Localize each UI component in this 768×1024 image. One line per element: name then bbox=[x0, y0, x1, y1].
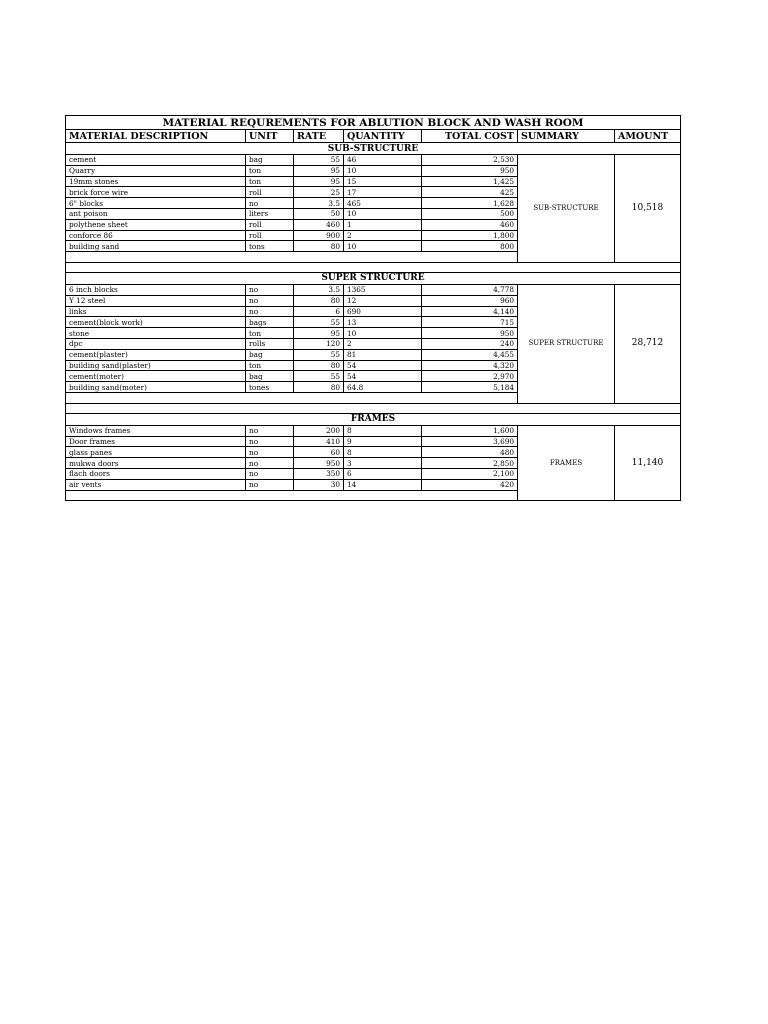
empty-cell bbox=[66, 252, 518, 263]
material-rate: 350 bbox=[294, 468, 344, 479]
material-quantity: 81 bbox=[344, 349, 422, 360]
section-header-row bbox=[66, 272, 681, 284]
material-description: Door frames bbox=[66, 436, 246, 447]
material-rate: 460 bbox=[294, 219, 344, 230]
material-quantity: 17 bbox=[344, 187, 422, 198]
material-unit: roll bbox=[246, 219, 294, 230]
material-rate: 55 bbox=[294, 371, 344, 382]
material-total-cost: 2,100 bbox=[422, 468, 518, 479]
material-unit: no bbox=[246, 306, 294, 317]
material-total-cost: 2,970 bbox=[422, 371, 518, 382]
material-unit: no bbox=[246, 284, 294, 295]
material-description: links bbox=[66, 306, 246, 317]
material-unit: ton bbox=[246, 328, 294, 339]
material-quantity: 690 bbox=[344, 306, 422, 317]
material-unit: bag bbox=[246, 371, 294, 382]
material-unit: tons bbox=[246, 241, 294, 252]
material-rate: 80 bbox=[294, 295, 344, 306]
spacer-cell bbox=[66, 262, 246, 272]
material-unit: no bbox=[246, 425, 294, 436]
spacer-row bbox=[66, 262, 681, 272]
material-quantity: 64.8 bbox=[344, 382, 422, 393]
sheet-title: MATERIAL REQUREMENTS FOR ABLUTION BLOCK AND WASH ROOM bbox=[66, 116, 681, 130]
material-quantity: 54 bbox=[344, 371, 422, 382]
header-row bbox=[66, 130, 681, 143]
material-description: cement(plaster) bbox=[66, 349, 246, 360]
material-unit: bag bbox=[246, 349, 294, 360]
material-rate: 120 bbox=[294, 338, 344, 349]
material-description: cement(moter) bbox=[66, 371, 246, 382]
header-total-cost: TOTAL COST bbox=[422, 130, 518, 143]
header-quantity: QUANTITY bbox=[344, 130, 422, 143]
material-description: cement bbox=[66, 155, 246, 166]
material-unit: no bbox=[246, 458, 294, 469]
material-unit: roll bbox=[246, 230, 294, 241]
material-description: glass panes bbox=[66, 447, 246, 458]
spacer-cell bbox=[422, 262, 518, 272]
material-total-cost: 800 bbox=[422, 241, 518, 252]
material-unit: rolls bbox=[246, 338, 294, 349]
section-amount: 11,140 bbox=[615, 425, 681, 501]
spacer-cell bbox=[344, 262, 422, 272]
material-description: building sand(plaster) bbox=[66, 360, 246, 371]
material-quantity: 10 bbox=[344, 241, 422, 252]
spacer-cell bbox=[615, 403, 681, 413]
material-total-cost: 4,140 bbox=[422, 306, 518, 317]
section-header-row bbox=[66, 413, 681, 425]
section-summary-label: SUPER STRUCTURE bbox=[518, 284, 615, 403]
material-rate: 60 bbox=[294, 447, 344, 458]
material-rate: 95 bbox=[294, 176, 344, 187]
section-title: FRAMES bbox=[66, 413, 681, 425]
material-rate: 410 bbox=[294, 436, 344, 447]
material-rate: 6 bbox=[294, 306, 344, 317]
material-unit: no bbox=[246, 479, 294, 490]
header-description: MATERIAL DESCRIPTION bbox=[66, 130, 246, 143]
material-rate: 950 bbox=[294, 458, 344, 469]
material-description: polythene sheet bbox=[66, 219, 246, 230]
material-description: stone bbox=[66, 328, 246, 339]
material-rate: 200 bbox=[294, 425, 344, 436]
material-unit: ton bbox=[246, 176, 294, 187]
section-summary-label: SUB-STRUCTURE bbox=[518, 155, 615, 263]
material-total-cost: 1,628 bbox=[422, 198, 518, 209]
material-quantity: 6 bbox=[344, 468, 422, 479]
material-rate: 30 bbox=[294, 479, 344, 490]
material-rate: 900 bbox=[294, 230, 344, 241]
material-total-cost: 5,184 bbox=[422, 382, 518, 393]
material-rate: 55 bbox=[294, 155, 344, 166]
material-description: 19mm stones bbox=[66, 176, 246, 187]
material-description: Quarry bbox=[66, 165, 246, 176]
material-total-cost: 480 bbox=[422, 447, 518, 458]
spacer-cell bbox=[294, 403, 344, 413]
material-total-cost: 4,320 bbox=[422, 360, 518, 371]
material-rate: 80 bbox=[294, 382, 344, 393]
section-title: SUPER STRUCTURE bbox=[66, 272, 681, 284]
material-total-cost: 425 bbox=[422, 187, 518, 198]
table-row bbox=[66, 284, 681, 295]
material-description: Windows frames bbox=[66, 425, 246, 436]
section-summary-label: FRAMES bbox=[518, 425, 615, 501]
material-description: 6 inch blocks bbox=[66, 284, 246, 295]
material-requirements-table bbox=[65, 115, 681, 501]
material-rate: 25 bbox=[294, 187, 344, 198]
spacer-cell bbox=[615, 262, 681, 272]
material-rate: 95 bbox=[294, 328, 344, 339]
material-quantity: 10 bbox=[344, 165, 422, 176]
material-unit: tones bbox=[246, 382, 294, 393]
material-description: dpc bbox=[66, 338, 246, 349]
material-quantity: 3 bbox=[344, 458, 422, 469]
material-total-cost: 950 bbox=[422, 165, 518, 176]
material-total-cost: 460 bbox=[422, 219, 518, 230]
material-total-cost: 1,800 bbox=[422, 230, 518, 241]
material-quantity: 2 bbox=[344, 338, 422, 349]
material-rate: 3.5 bbox=[294, 198, 344, 209]
material-rate: 50 bbox=[294, 208, 344, 219]
material-unit: no bbox=[246, 468, 294, 479]
material-total-cost: 950 bbox=[422, 328, 518, 339]
spacer-cell bbox=[518, 262, 615, 272]
title-row bbox=[66, 116, 681, 130]
material-total-cost: 1,600 bbox=[422, 425, 518, 436]
material-quantity: 465 bbox=[344, 198, 422, 209]
material-total-cost: 420 bbox=[422, 479, 518, 490]
material-description: building sand bbox=[66, 241, 246, 252]
material-total-cost: 4,778 bbox=[422, 284, 518, 295]
section-title: SUB-STRUCTURE bbox=[66, 143, 681, 155]
material-quantity: 8 bbox=[344, 425, 422, 436]
material-unit: bags bbox=[246, 317, 294, 328]
material-total-cost: 1,425 bbox=[422, 176, 518, 187]
material-description: air vents bbox=[66, 479, 246, 490]
material-rate: 55 bbox=[294, 317, 344, 328]
header-summary: SUMMARY bbox=[518, 130, 615, 143]
material-total-cost: 715 bbox=[422, 317, 518, 328]
spacer-cell bbox=[422, 403, 518, 413]
empty-cell bbox=[66, 392, 518, 403]
material-quantity: 8 bbox=[344, 447, 422, 458]
material-rate: 3.5 bbox=[294, 284, 344, 295]
material-description: flach doors bbox=[66, 468, 246, 479]
material-total-cost: 2,850 bbox=[422, 458, 518, 469]
material-description: conforce 86 bbox=[66, 230, 246, 241]
material-total-cost: 3,690 bbox=[422, 436, 518, 447]
material-unit: ton bbox=[246, 165, 294, 176]
material-total-cost: 2,530 bbox=[422, 155, 518, 166]
material-description: mukwa doors bbox=[66, 458, 246, 469]
material-description: brick force wire bbox=[66, 187, 246, 198]
material-quantity: 14 bbox=[344, 479, 422, 490]
table-row bbox=[66, 155, 681, 166]
material-rate: 95 bbox=[294, 165, 344, 176]
material-unit: bag bbox=[246, 155, 294, 166]
material-description: ant poison bbox=[66, 208, 246, 219]
material-description: Y 12 steel bbox=[66, 295, 246, 306]
material-quantity: 10 bbox=[344, 328, 422, 339]
material-unit: no bbox=[246, 198, 294, 209]
header-rate: RATE bbox=[294, 130, 344, 143]
header-unit: UNIT bbox=[246, 130, 294, 143]
header-amount: AMOUNT bbox=[615, 130, 681, 143]
material-total-cost: 4,455 bbox=[422, 349, 518, 360]
material-unit: no bbox=[246, 295, 294, 306]
material-quantity: 15 bbox=[344, 176, 422, 187]
material-rate: 55 bbox=[294, 349, 344, 360]
material-description: cement(block work) bbox=[66, 317, 246, 328]
spacer-cell bbox=[246, 262, 294, 272]
material-unit: no bbox=[246, 447, 294, 458]
material-quantity: 54 bbox=[344, 360, 422, 371]
spacer-cell bbox=[294, 262, 344, 272]
material-quantity: 1 bbox=[344, 219, 422, 230]
material-rate: 80 bbox=[294, 241, 344, 252]
material-rate: 80 bbox=[294, 360, 344, 371]
spacer-cell bbox=[66, 403, 246, 413]
spacer-cell bbox=[344, 403, 422, 413]
material-unit: ton bbox=[246, 360, 294, 371]
spacer-row bbox=[66, 403, 681, 413]
table-row bbox=[66, 425, 681, 436]
material-total-cost: 240 bbox=[422, 338, 518, 349]
material-unit: liters bbox=[246, 208, 294, 219]
section-amount: 10,518 bbox=[615, 155, 681, 263]
material-quantity: 13 bbox=[344, 317, 422, 328]
material-quantity: 12 bbox=[344, 295, 422, 306]
material-quantity: 10 bbox=[344, 208, 422, 219]
section-amount: 28,712 bbox=[615, 284, 681, 403]
material-unit: no bbox=[246, 436, 294, 447]
material-unit: roll bbox=[246, 187, 294, 198]
material-quantity: 9 bbox=[344, 436, 422, 447]
material-total-cost: 500 bbox=[422, 208, 518, 219]
material-quantity: 1365 bbox=[344, 284, 422, 295]
material-total-cost: 960 bbox=[422, 295, 518, 306]
spacer-cell bbox=[246, 403, 294, 413]
material-description: building sand(moter) bbox=[66, 382, 246, 393]
section-header-row bbox=[66, 143, 681, 155]
material-description: 6" blocks bbox=[66, 198, 246, 209]
empty-cell bbox=[66, 490, 518, 501]
material-quantity: 2 bbox=[344, 230, 422, 241]
material-quantity: 46 bbox=[344, 155, 422, 166]
spacer-cell bbox=[518, 403, 615, 413]
